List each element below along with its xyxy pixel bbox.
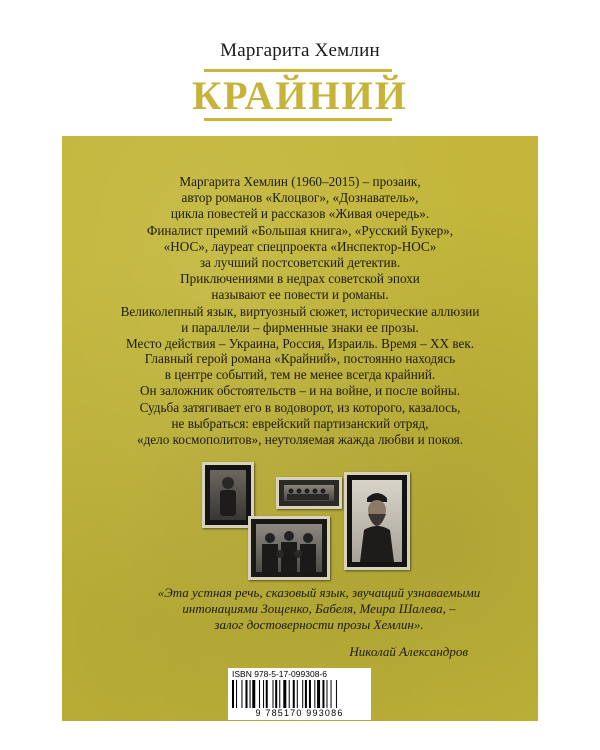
annotation-line: «дело космополитов», неутоляемая жажда любви и покоя. [136, 432, 464, 448]
book-annotation [62, 351, 538, 448]
quote-line: «Эта устная речь, сказовый язык, звучащий узнаваемыми [157, 585, 481, 600]
isbn-label: ISBN 978-5-17-099308-6 [232, 669, 327, 679]
annotation-line: Судьба затягивает его в водоворот, из которого, казалось, [139, 399, 461, 415]
bio-line: автор романов «Клоцвог», «Дознаватель», [181, 190, 419, 206]
review-quote [122, 585, 516, 633]
photo-frame-elder [344, 472, 410, 570]
barcode [228, 668, 371, 720]
book-title: КРАЙНИЙ [192, 73, 408, 118]
quote-line: интонациями Зощенко, Бабеля, Меира Шалева, – [182, 601, 456, 616]
annotation-line: Он заложник обстоятельств – и на войне, и после войны. [139, 383, 460, 399]
photo-frame-family [248, 516, 330, 580]
author-bio [62, 174, 538, 352]
barcode-digits: 9 785170 993086 [255, 708, 344, 718]
bio-line: называют ее повести и романы. [211, 287, 389, 303]
title-rule-bottom [204, 118, 392, 121]
author-name: Маргарита Хемлин [220, 40, 380, 61]
bio-line: Великолепный язык, виртуозный сюжет, исторические аллюзии [120, 303, 480, 319]
quote-signature: Николай Александров [349, 644, 468, 659]
annotation-line: не выбраться: еврейский партизанский отряд, [171, 415, 429, 431]
bio-line: цикла повестей и рассказов «Живая очередь». [170, 206, 430, 222]
bio-line: «НОС», лауреат спецпроекта «Инспектор-НОС» [163, 238, 437, 254]
bio-line: Финалист премий «Большая книга», «Русский Букер», [146, 222, 454, 238]
bio-line: Место действия – Украина, Россия, Израиль. Время – XX век. [125, 336, 475, 352]
photo-frame-soldier [202, 462, 254, 528]
quote-line: залог достоверности прозы Хемлин». [214, 617, 424, 632]
bio-line: и параллели – фирменные знаки ее прозы. [181, 319, 419, 335]
annotation-line: Главный герой романа «Крайний», постоянно находясь [144, 351, 456, 366]
back-cover-panel [62, 136, 538, 721]
bio-line: Маргарита Хемлин (1960–2015) – прозаик, [179, 174, 421, 189]
barcode-bars [232, 680, 366, 708]
bio-line: за лучший постсоветский детектив. [199, 255, 401, 271]
bio-line: Приключениями в недрах советской эпохи [180, 271, 420, 287]
photo-frame-group [276, 477, 342, 509]
annotation-line: в центре событий, тем не менее всегда крайний. [164, 367, 436, 383]
